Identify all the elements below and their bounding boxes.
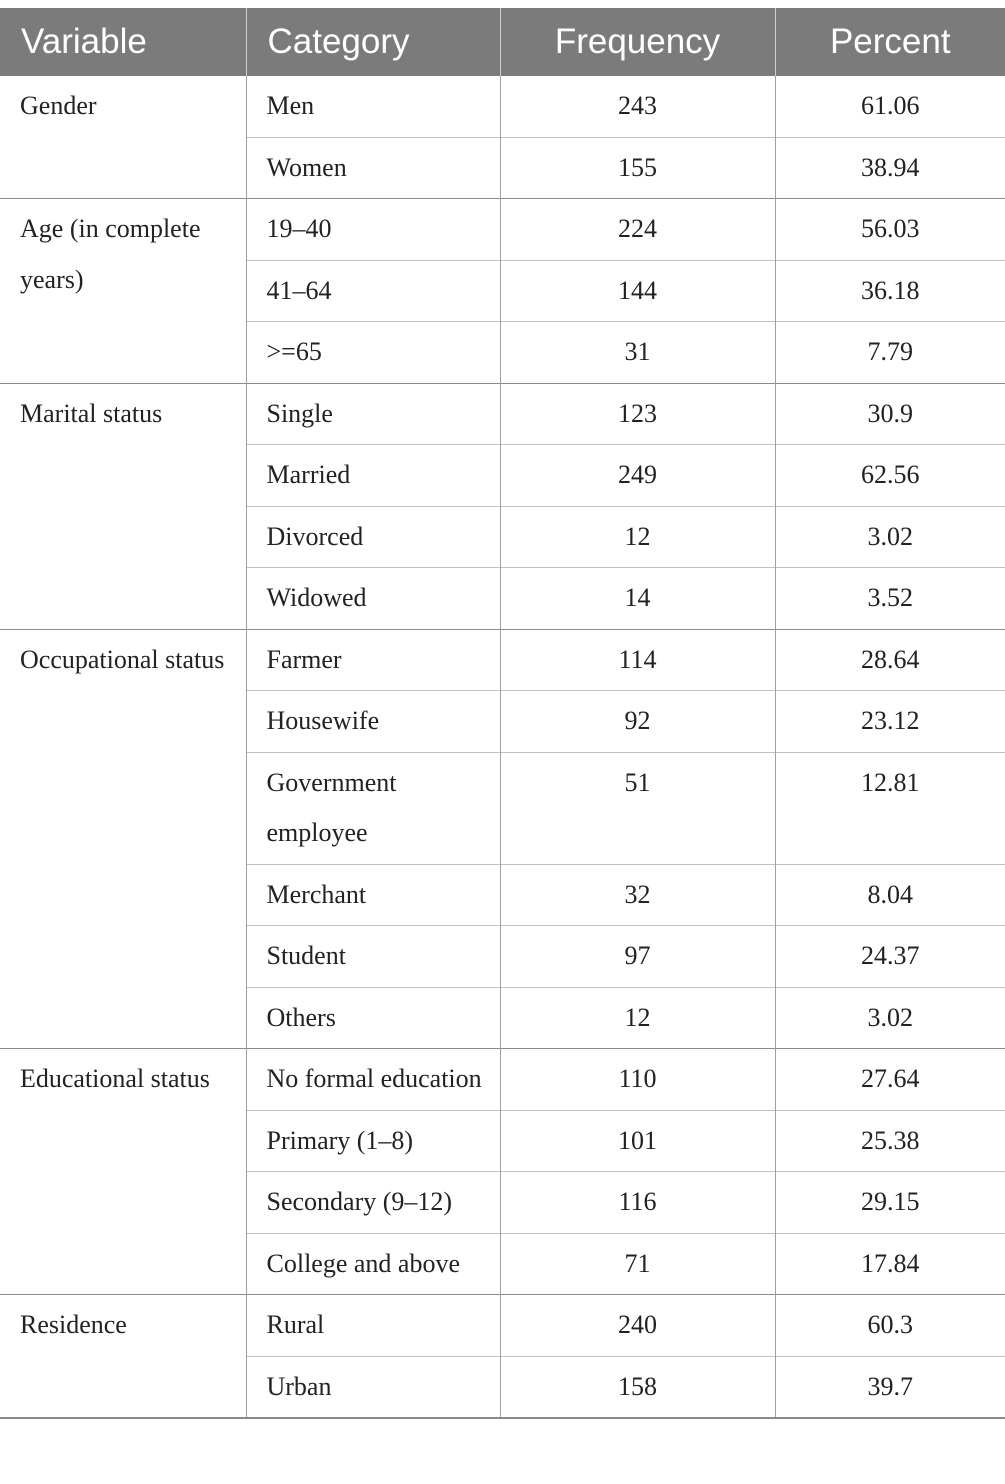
percent-cell: 62.56 bbox=[775, 445, 1005, 507]
demographics-table bbox=[0, 8, 1005, 1419]
percent-cell: 8.04 bbox=[775, 864, 1005, 926]
category-cell: Widowed bbox=[246, 568, 500, 630]
frequency-cell: 71 bbox=[500, 1233, 775, 1295]
percent-cell: 23.12 bbox=[775, 691, 1005, 753]
frequency-cell: 158 bbox=[500, 1356, 775, 1418]
table-row bbox=[0, 383, 1005, 445]
category-cell: 19–40 bbox=[246, 199, 500, 261]
percent-cell: 3.52 bbox=[775, 568, 1005, 630]
category-cell: Government employee bbox=[246, 752, 500, 864]
category-cell: Men bbox=[246, 76, 500, 137]
header-row bbox=[0, 8, 1005, 76]
category-cell: Merchant bbox=[246, 864, 500, 926]
category-cell: Secondary (9–12) bbox=[246, 1172, 500, 1234]
frequency-cell: 249 bbox=[500, 445, 775, 507]
category-cell: Married bbox=[246, 445, 500, 507]
percent-cell: 39.7 bbox=[775, 1356, 1005, 1418]
category-cell: Student bbox=[246, 926, 500, 988]
percent-cell: 61.06 bbox=[775, 76, 1005, 137]
table-body bbox=[0, 76, 1005, 1418]
header-frequency: Frequency bbox=[500, 8, 775, 76]
frequency-cell: 110 bbox=[500, 1049, 775, 1111]
table-row bbox=[0, 1295, 1005, 1357]
percent-cell: 29.15 bbox=[775, 1172, 1005, 1234]
frequency-cell: 97 bbox=[500, 926, 775, 988]
frequency-cell: 240 bbox=[500, 1295, 775, 1357]
percent-cell: 30.9 bbox=[775, 383, 1005, 445]
category-cell: Single bbox=[246, 383, 500, 445]
table-row bbox=[0, 199, 1005, 261]
category-cell: >=65 bbox=[246, 322, 500, 384]
variable-cell: Age (in complete years) bbox=[0, 199, 246, 384]
category-cell: Housewife bbox=[246, 691, 500, 753]
variable-cell: Gender bbox=[20, 91, 97, 120]
category-cell: Others bbox=[246, 987, 500, 1049]
percent-cell: 28.64 bbox=[775, 629, 1005, 691]
frequency-cell: 116 bbox=[500, 1172, 775, 1234]
percent-cell: 12.81 bbox=[775, 752, 1005, 864]
frequency-cell: 123 bbox=[500, 383, 775, 445]
category-cell: Urban bbox=[246, 1356, 500, 1418]
frequency-cell: 12 bbox=[500, 987, 775, 1049]
header-variable: Variable bbox=[0, 8, 246, 76]
variable-cell: Occupational status bbox=[0, 629, 246, 1049]
percent-cell: 7.79 bbox=[775, 322, 1005, 384]
frequency-cell: 224 bbox=[500, 199, 775, 261]
frequency-cell: 12 bbox=[500, 506, 775, 568]
category-cell: Rural bbox=[246, 1295, 500, 1357]
percent-cell: 24.37 bbox=[775, 926, 1005, 988]
category-cell: Divorced bbox=[246, 506, 500, 568]
category-cell: Farmer bbox=[246, 629, 500, 691]
frequency-cell: 51 bbox=[500, 752, 775, 864]
percent-cell: 36.18 bbox=[775, 260, 1005, 322]
percent-cell: 25.38 bbox=[775, 1110, 1005, 1172]
table-header bbox=[0, 8, 1005, 76]
frequency-cell: 114 bbox=[500, 629, 775, 691]
frequency-cell: 155 bbox=[500, 137, 775, 199]
frequency-cell: 92 bbox=[500, 691, 775, 753]
header-percent: Percent bbox=[775, 8, 1005, 76]
frequency-cell: 32 bbox=[500, 864, 775, 926]
category-cell: Primary (1–8) bbox=[246, 1110, 500, 1172]
category-cell: College and above bbox=[246, 1233, 500, 1295]
header-category: Category bbox=[246, 8, 500, 76]
frequency-cell: 14 bbox=[500, 568, 775, 630]
category-cell: No formal education bbox=[246, 1049, 500, 1111]
percent-cell: 60.3 bbox=[775, 1295, 1005, 1357]
variable-cell: Residence bbox=[0, 1295, 246, 1419]
variable-cell: Educational status bbox=[0, 1049, 246, 1295]
table-row bbox=[0, 1049, 1005, 1111]
percent-cell: 3.02 bbox=[775, 987, 1005, 1049]
frequency-cell: 243 bbox=[500, 76, 775, 137]
percent-cell: 3.02 bbox=[775, 506, 1005, 568]
table-container bbox=[0, 8, 1005, 1419]
table-row bbox=[0, 629, 1005, 691]
category-cell: 41–64 bbox=[246, 260, 500, 322]
frequency-cell: 31 bbox=[500, 322, 775, 384]
frequency-cell: 144 bbox=[500, 260, 775, 322]
percent-cell: 38.94 bbox=[775, 137, 1005, 199]
percent-cell: 27.64 bbox=[775, 1049, 1005, 1111]
table-row bbox=[0, 76, 1005, 137]
variable-cell: Marital status bbox=[0, 383, 246, 629]
percent-cell: 17.84 bbox=[775, 1233, 1005, 1295]
frequency-cell: 101 bbox=[500, 1110, 775, 1172]
percent-cell: 56.03 bbox=[775, 199, 1005, 261]
category-cell: Women bbox=[246, 137, 500, 199]
